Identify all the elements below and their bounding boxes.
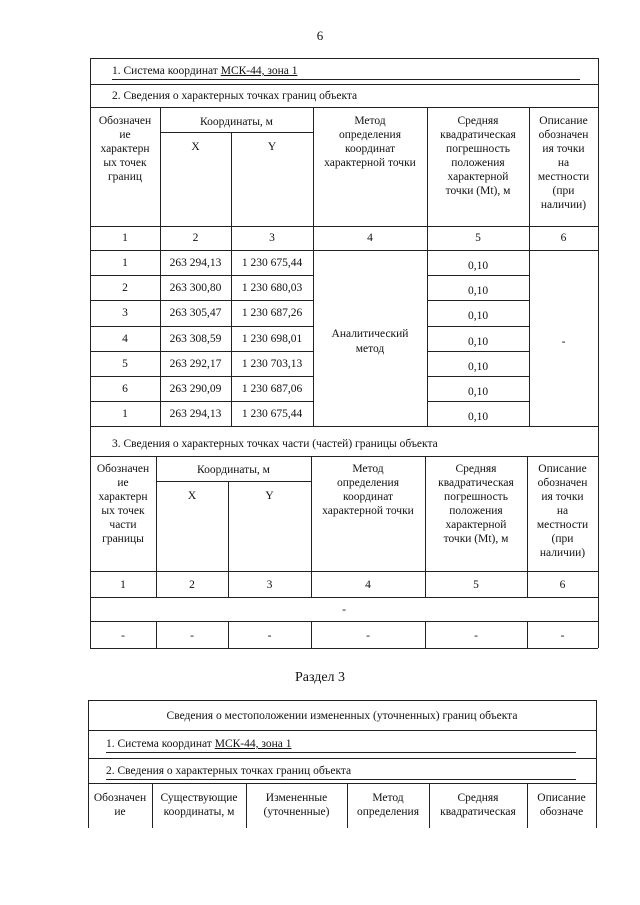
header-coordinates: Координаты, м [200,116,273,128]
table-rule [425,621,426,648]
header-changed: Измененные [265,792,328,804]
table-rule [527,621,528,648]
header-rmse: квадратическая [440,806,516,818]
empty-dash: - [342,604,346,616]
header-description: наличии) [540,199,587,211]
header-rmse: квадратическая [440,129,516,141]
table-rule [160,132,313,133]
header-x: X [187,490,197,502]
table-rule [427,401,529,402]
column-number: 1 [122,232,128,244]
coordinate-y: 1 230 703,13 [241,357,303,370]
table-rule [427,275,529,276]
coordinate-y: 1 230 687,06 [241,383,303,395]
table-rule [527,456,528,597]
table-rule [90,250,598,251]
table-rule [88,730,596,731]
table-rule [88,700,596,701]
header-rmse: положения [449,505,503,517]
column-number: 5 [475,232,481,244]
coordinate-x: 263 305,47 [169,307,222,320]
column-number: 6 [560,232,567,244]
point-number: 1 [122,408,128,421]
table-rule [160,107,161,426]
table-rule [90,226,598,227]
box-title: Сведения о местоположении измененных (уточненных) границ объекта [166,710,518,722]
section-title: 2. Сведения о характерных точках границ объекта [112,90,358,102]
method-value: Аналитический [331,328,409,340]
header-method: Метод [354,115,386,127]
empty-dash: - [560,630,565,642]
header-description: (при [551,533,574,545]
table-rule [90,58,598,59]
header-description: обозначе [539,806,584,818]
header-rmse: точки (Mt), м [443,533,509,545]
header-designation: Обозначен [98,115,152,127]
header-rmse: характерной [445,519,507,531]
table-rule [427,351,529,352]
coordinate-system-label: 1. Система координат [112,65,221,77]
table-rule [152,783,153,828]
table-rule [106,779,576,780]
description-value: - [561,336,566,348]
coordinate-y: 1 230 675,44 [241,408,303,421]
header-rmse: Средняя [457,792,499,804]
coordinate-y: 1 230 698,01 [241,332,303,345]
header-designation: Обозначен [93,792,147,804]
header-rmse: погрешность [444,491,508,503]
column-number: 4 [365,579,371,591]
header-description: местности [536,519,589,531]
section-title: 3. Сведения о характерных точках части (частей) границы объекта [112,438,438,450]
coordinate-y: 1 230 675,44 [241,257,303,269]
column-number: 3 [269,232,275,244]
table-rule [90,571,598,572]
column-number: 6 [559,579,566,591]
empty-dash: - [190,630,194,642]
table-rule [156,621,157,648]
header-description: Описание [537,792,586,804]
header-designation: ие [119,129,131,141]
table-rule [90,84,598,85]
empty-dash: - [366,630,370,642]
rmse-value: 0,10 [467,310,489,323]
table-rule [90,426,598,427]
point-number: 6 [122,383,128,395]
coordinate-x: 263 290,09 [169,383,222,395]
header-rmse: положения [451,157,505,169]
rmse-value: 0,10 [467,386,489,398]
header-rmse: погрешность [446,143,510,155]
coordinate-system-value: МСК-44, зона 1 [214,738,292,750]
rmse-value: 0,10 [467,285,489,298]
table-rule [90,275,313,276]
header-description: ия точки [542,143,585,155]
header-designation: характерн [98,491,148,503]
coordinate-x: 263 308,59 [169,332,222,345]
column-number: 1 [120,579,126,591]
coordinate-x: 263 292,17 [169,357,222,370]
table-rule [427,107,428,426]
table-rule [90,351,313,352]
rmse-value: 0,10 [467,411,489,424]
table-rule [429,783,430,828]
header-existing: координаты, м [163,806,235,818]
table-rule [228,621,229,648]
header-rmse: Средняя [457,115,499,127]
header-x: X [191,141,200,153]
empty-dash: - [121,630,125,642]
header-designation: ых точек [103,157,147,169]
coordinate-system-line [106,737,291,751]
header-rmse: квадратическая [438,477,514,489]
header-rmse: характерной [447,171,509,183]
header-designation: ие [117,477,129,489]
point-number: 4 [122,332,128,345]
header-description: (при [552,185,575,197]
rmse-value: 0,10 [467,360,489,373]
header-changed: (уточненные) [263,806,330,818]
table-rule [90,300,313,301]
header-designation: характерн [100,143,150,155]
coordinate-x: 263 294,13 [169,408,222,421]
coordinate-system-label: 1. Система координат [106,738,215,750]
table-rule [427,300,529,301]
header-designation: ых точек [101,505,145,517]
header-description: обозначен [538,129,589,141]
table-rule [228,481,229,597]
table-rule [156,481,311,482]
header-existing: Существующие [160,792,238,804]
column-number: 2 [189,579,195,591]
column-number: 2 [192,232,199,244]
header-description: на [557,157,570,169]
table-rule [246,783,247,828]
header-designation: границ [107,171,143,183]
table-rule [90,648,598,649]
table-rule [427,326,529,327]
header-method: характерной точки [322,505,414,517]
coordinate-system-value: МСК-44, зона 1 [220,65,298,77]
column-number: 3 [266,579,273,591]
table-rule [231,132,232,426]
table-rule [90,107,598,108]
header-designation: части [109,519,137,531]
table-rule [313,107,314,426]
table-rule [88,758,596,759]
header-method: характерной точки [324,157,416,169]
table-rule [106,752,576,753]
header-designation: Обозначен [96,463,150,475]
point-number: 1 [122,257,128,269]
table-rule [90,456,598,457]
point-number: 3 [122,307,128,320]
table-rule [347,783,348,828]
coordinate-y: 1 230 687,26 [241,307,303,320]
header-description: Описание [539,115,588,127]
table-rule [90,597,598,598]
coordinate-x: 263 294,13 [169,257,222,269]
table-rule [90,621,598,622]
method-value: метод [355,343,385,355]
header-method: определения [356,806,419,818]
point-number: 5 [122,357,128,370]
table-rule [527,783,528,828]
header-designation: ие [114,806,126,818]
header-rmse: Средняя [455,463,497,475]
column-number: 5 [473,579,479,591]
header-description: наличии) [539,547,586,559]
header-coordinates: Координаты, м [197,464,270,476]
header-method: Метод [352,463,384,475]
rmse-value: 0,10 [467,260,489,272]
table-rule [425,456,426,597]
table-rule [112,79,580,80]
header-rmse: точки (Mt), м [445,185,511,197]
table-rule [90,376,313,377]
table-rule [90,401,313,402]
header-description: на [556,505,569,517]
table-rule [427,376,529,377]
empty-dash: - [267,630,272,642]
header-method: координат [344,143,396,155]
header-description: ия точки [541,491,584,503]
table-rule [156,456,157,597]
header-y: Y [265,490,274,502]
header-method: координат [342,491,394,503]
rmse-value: 0,10 [467,335,489,348]
table-rule [596,700,597,828]
section-title: 2. Сведения о характерных точках границ объекта [106,765,352,777]
header-method: Метод [372,792,404,804]
section-heading: Раздел 3 [294,670,346,685]
coordinate-system-line [112,64,297,78]
header-method: определения [338,129,401,141]
header-description: местности [537,171,590,183]
table-rule [311,456,312,597]
coordinate-y: 1 230 680,03 [241,282,303,295]
header-description: обозначен [537,477,588,489]
page-number: 6 [316,28,324,43]
table-rule [88,783,596,784]
header-description: Описание [538,463,587,475]
coordinate-x: 263 300,80 [169,282,222,295]
table-rule [529,107,530,426]
header-y: Y [267,141,277,153]
table-rule [598,58,599,648]
table-rule [90,326,313,327]
table-rule [311,621,312,648]
empty-dash: - [474,630,478,642]
header-designation: границы [102,533,144,545]
header-method: определения [336,477,399,489]
point-number: 2 [122,282,128,295]
column-number: 4 [367,232,373,244]
